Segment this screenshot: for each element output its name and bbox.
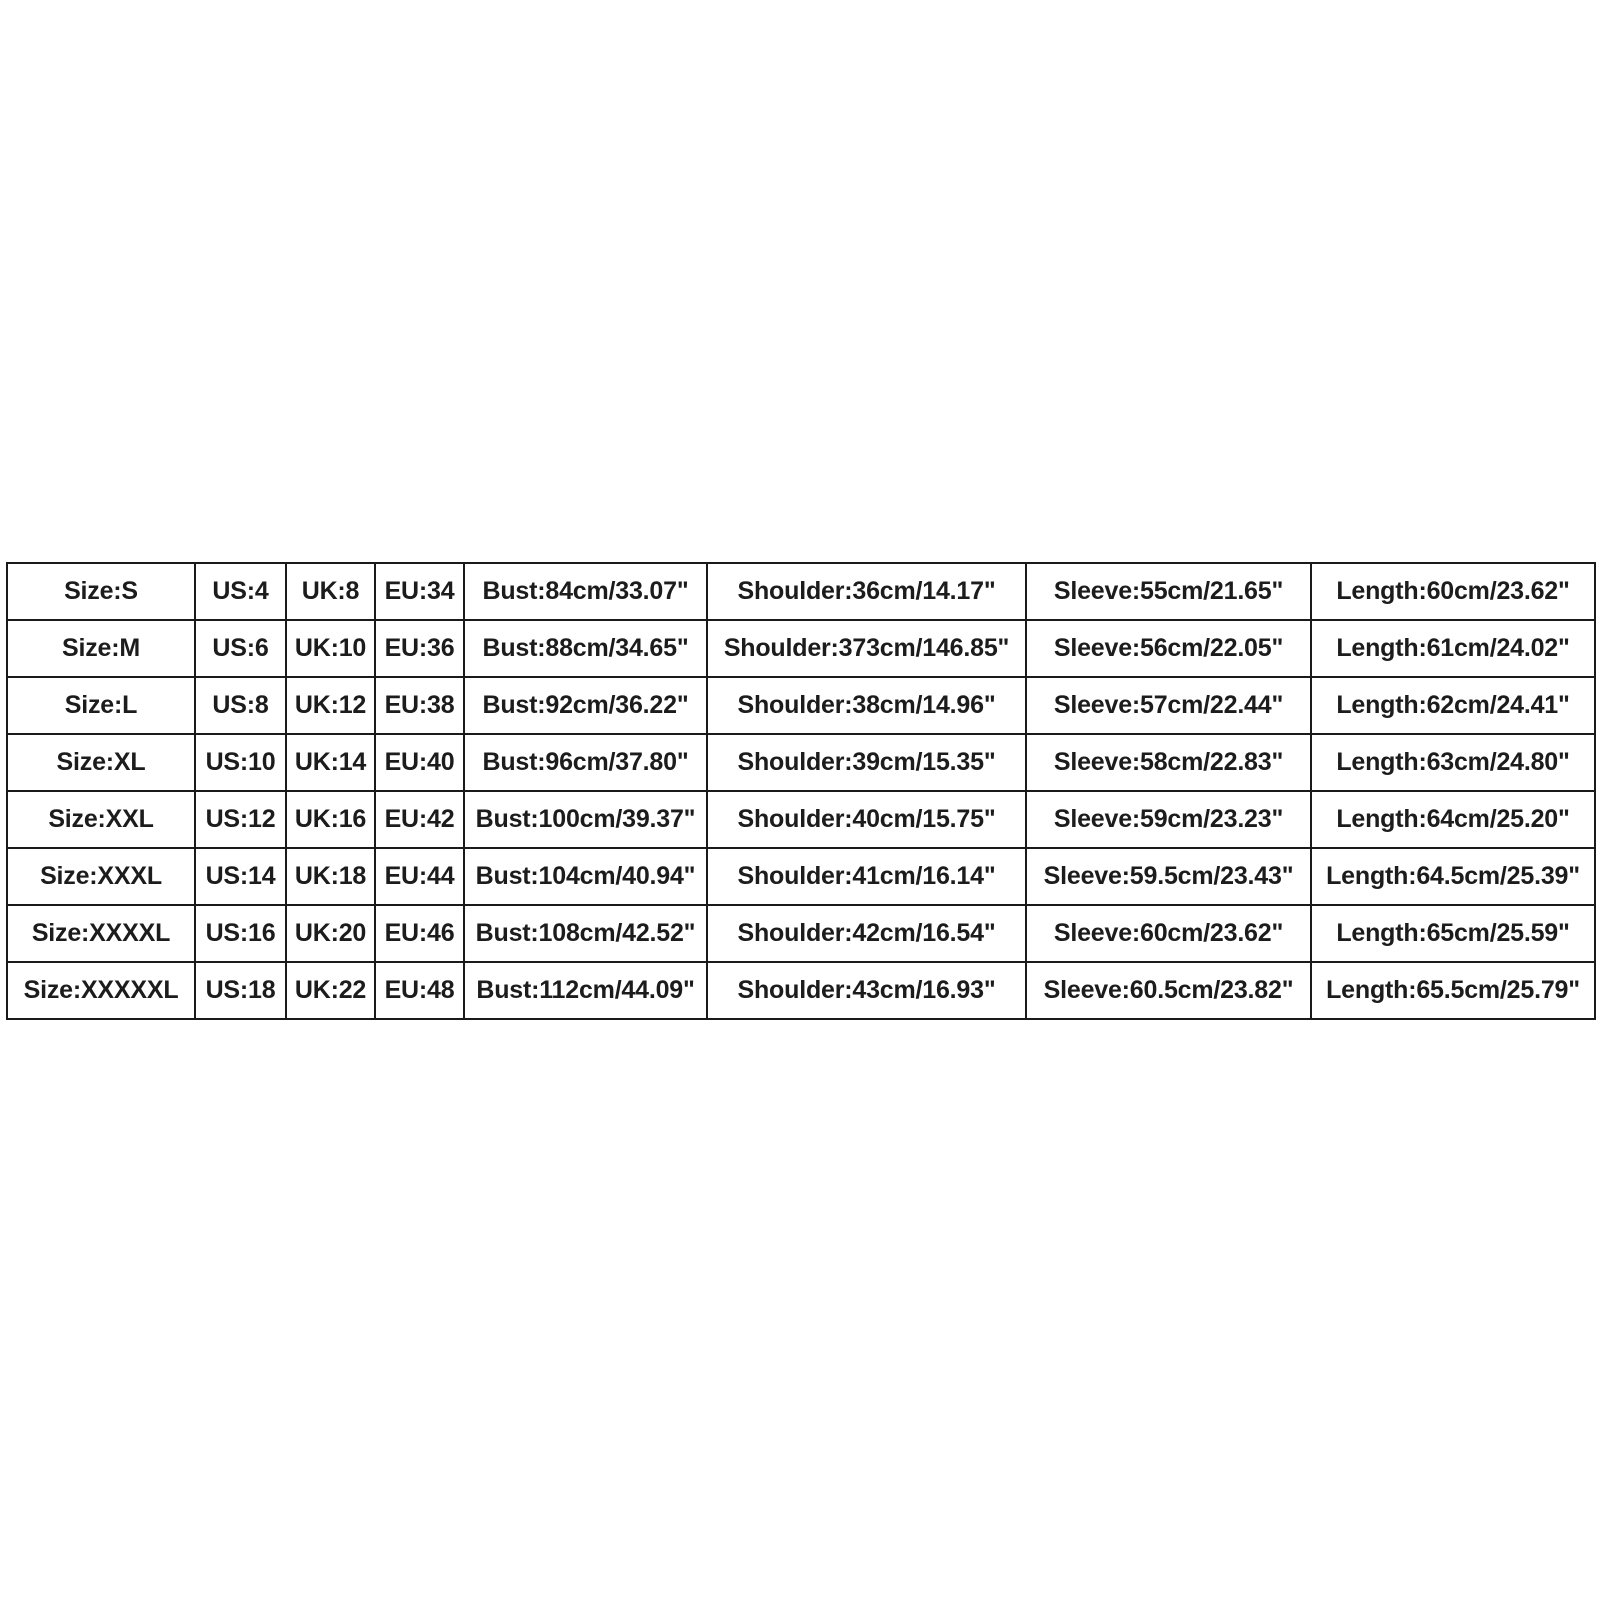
us-size-cell: US:14	[195, 848, 286, 905]
bust-cell: Bust:100cm/39.37"	[464, 791, 707, 848]
shoulder-cell: Shoulder:373cm/146.85"	[707, 620, 1026, 677]
eu-size-cell: EU:36	[375, 620, 464, 677]
eu-size-cell: EU:44	[375, 848, 464, 905]
size-row-xxxxl	[7, 905, 1595, 962]
shoulder-cell: Shoulder:39cm/15.35"	[707, 734, 1026, 791]
bust-cell: Bust:112cm/44.09"	[464, 962, 707, 1019]
length-cell: Length:63cm/24.80"	[1311, 734, 1595, 791]
shoulder-cell: Shoulder:41cm/16.14"	[707, 848, 1026, 905]
uk-size-cell: UK:8	[286, 563, 375, 620]
size-cell: Size:XL	[7, 734, 195, 791]
us-size-cell: US:4	[195, 563, 286, 620]
length-cell: Length:64cm/25.20"	[1311, 791, 1595, 848]
sleeve-cell: Sleeve:60cm/23.62"	[1026, 905, 1311, 962]
shoulder-cell: Shoulder:38cm/14.96"	[707, 677, 1026, 734]
bust-cell: Bust:88cm/34.65"	[464, 620, 707, 677]
uk-size-cell: UK:10	[286, 620, 375, 677]
size-row-m	[7, 620, 1595, 677]
bust-cell: Bust:92cm/36.22"	[464, 677, 707, 734]
size-row-xl	[7, 734, 1595, 791]
length-cell: Length:61cm/24.02"	[1311, 620, 1595, 677]
uk-size-cell: UK:22	[286, 962, 375, 1019]
eu-size-cell: EU:40	[375, 734, 464, 791]
size-row-xxl	[7, 791, 1595, 848]
us-size-cell: US:18	[195, 962, 286, 1019]
size-cell: Size:XXXL	[7, 848, 195, 905]
shoulder-cell: Shoulder:42cm/16.54"	[707, 905, 1026, 962]
sleeve-cell: Sleeve:59cm/23.23"	[1026, 791, 1311, 848]
size-cell: Size:XXXXL	[7, 905, 195, 962]
us-size-cell: US:12	[195, 791, 286, 848]
shoulder-cell: Shoulder:36cm/14.17"	[707, 563, 1026, 620]
sleeve-cell: Sleeve:57cm/22.44"	[1026, 677, 1311, 734]
us-size-cell: US:10	[195, 734, 286, 791]
size-cell: Size:M	[7, 620, 195, 677]
length-cell: Length:60cm/23.62"	[1311, 563, 1595, 620]
bust-cell: Bust:108cm/42.52"	[464, 905, 707, 962]
sleeve-cell: Sleeve:56cm/22.05"	[1026, 620, 1311, 677]
bust-cell: Bust:96cm/37.80"	[464, 734, 707, 791]
bust-cell: Bust:84cm/33.07"	[464, 563, 707, 620]
sleeve-cell: Sleeve:58cm/22.83"	[1026, 734, 1311, 791]
size-cell: Size:S	[7, 563, 195, 620]
sleeve-cell: Sleeve:59.5cm/23.43"	[1026, 848, 1311, 905]
uk-size-cell: UK:12	[286, 677, 375, 734]
shoulder-cell: Shoulder:40cm/15.75"	[707, 791, 1026, 848]
length-cell: Length:62cm/24.41"	[1311, 677, 1595, 734]
length-cell: Length:64.5cm/25.39"	[1311, 848, 1595, 905]
uk-size-cell: UK:20	[286, 905, 375, 962]
sleeve-cell: Sleeve:55cm/21.65"	[1026, 563, 1311, 620]
uk-size-cell: UK:14	[286, 734, 375, 791]
size-row-xxxxxl	[7, 962, 1595, 1019]
size-row-s	[7, 563, 1595, 620]
size-row-l	[7, 677, 1595, 734]
size-cell: Size:L	[7, 677, 195, 734]
eu-size-cell: EU:46	[375, 905, 464, 962]
length-cell: Length:65cm/25.59"	[1311, 905, 1595, 962]
shoulder-cell: Shoulder:43cm/16.93"	[707, 962, 1026, 1019]
size-chart-table	[6, 562, 1596, 1020]
eu-size-cell: EU:48	[375, 962, 464, 1019]
size-cell: Size:XXXXXL	[7, 962, 195, 1019]
us-size-cell: US:6	[195, 620, 286, 677]
uk-size-cell: UK:16	[286, 791, 375, 848]
uk-size-cell: UK:18	[286, 848, 375, 905]
eu-size-cell: EU:38	[375, 677, 464, 734]
sleeve-cell: Sleeve:60.5cm/23.82"	[1026, 962, 1311, 1019]
eu-size-cell: EU:34	[375, 563, 464, 620]
bust-cell: Bust:104cm/40.94"	[464, 848, 707, 905]
size-row-xxxl	[7, 848, 1595, 905]
eu-size-cell: EU:42	[375, 791, 464, 848]
us-size-cell: US:16	[195, 905, 286, 962]
us-size-cell: US:8	[195, 677, 286, 734]
size-cell: Size:XXL	[7, 791, 195, 848]
length-cell: Length:65.5cm/25.79"	[1311, 962, 1595, 1019]
